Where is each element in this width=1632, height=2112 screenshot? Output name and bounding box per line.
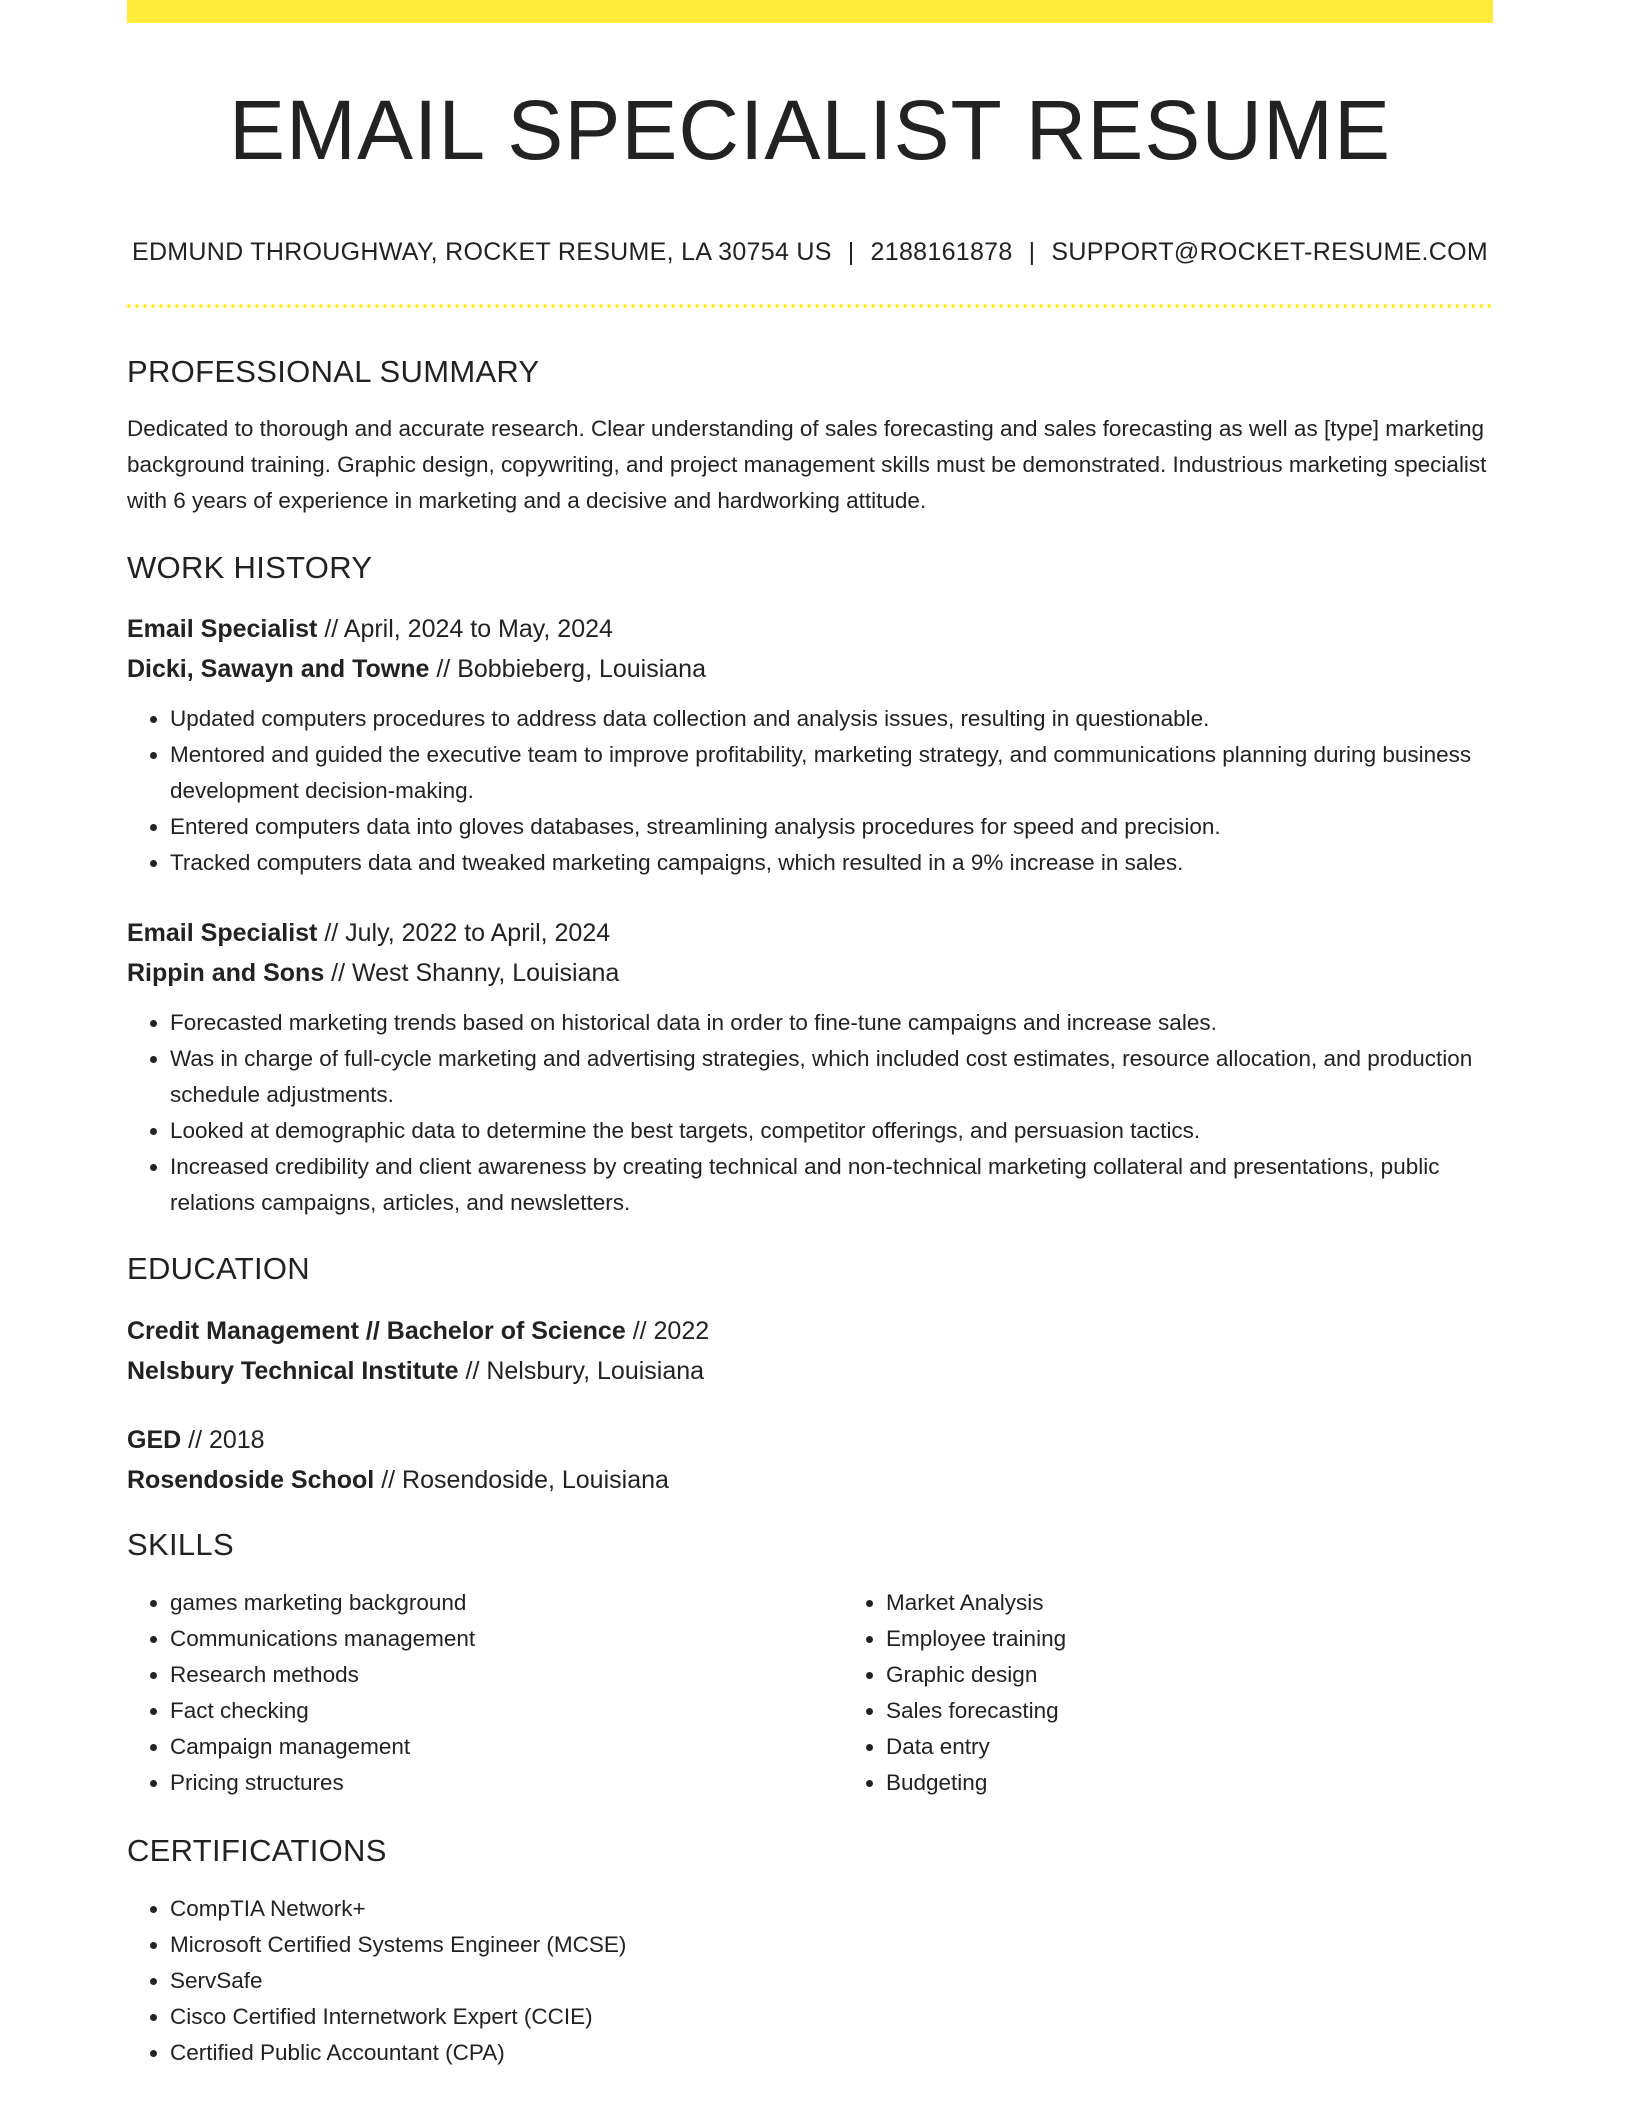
skill-item: • Employee training — [886, 1621, 1559, 1657]
job-location: // Bobbieberg, Louisiana — [429, 655, 706, 683]
job-bullet: • Forecasted marketing trends based on historical data in order to fine-tune campaigns and increase sales. — [170, 1005, 1493, 1041]
contact-phone: 2188161878 — [870, 238, 1013, 266]
skill-item: • Sales forecasting — [886, 1693, 1559, 1729]
education-entry — [127, 1420, 1493, 1500]
school: Nelsbury Technical Institute — [127, 1357, 459, 1385]
contact-separator: | — [1028, 238, 1036, 266]
contact-address: EDMUND THROUGHWAY, ROCKET RESUME, LA 30754 US — [131, 238, 832, 266]
job-location: // West Shanny, Louisiana — [324, 959, 620, 987]
degree-line — [127, 1311, 1493, 1351]
graduation-year: // 2022 — [625, 1317, 710, 1345]
job-entry — [127, 913, 1493, 1221]
certifications-list — [127, 1891, 1493, 2071]
skills-grid — [127, 1585, 1493, 1801]
section-heading-work-history: WORK HISTORY — [127, 550, 373, 585]
resume-title: EMAIL SPECIALIST RESUME — [228, 83, 1391, 177]
certification-item: • CompTIA Network+ — [170, 1891, 1493, 1927]
skill-item: • Data entry — [886, 1729, 1559, 1765]
job-company-line — [127, 953, 1493, 993]
job-title-line — [127, 913, 1493, 953]
skill-item: • Budgeting — [886, 1765, 1559, 1801]
job-company: Rippin and Sons — [127, 959, 325, 987]
skills-section — [127, 1525, 1493, 1801]
job-bullet: • Increased credibility and client awareness by creating technical and non-technical marketing collateral and presentations, public relations campaigns, articles, and newsletters. — [170, 1149, 1493, 1221]
school-line — [127, 1460, 1493, 1500]
certification-item: • Certified Public Accountant (CPA) — [170, 2035, 1493, 2071]
job-bullet: • Was in charge of full-cycle marketing and advertising strategies, which included cost estimates, resource allocation, and production schedule adjustments. — [170, 1041, 1493, 1113]
job-bullet: • Entered computers data into gloves databases, streamlining analysis procedures for speed and precision. — [170, 809, 1493, 845]
job-bullet: • Looked at demographic data to determine the best targets, competitor offerings, and persuasion tactics. — [170, 1113, 1493, 1149]
skill-item: • Communications management — [170, 1621, 843, 1657]
job-entry — [127, 609, 1493, 881]
section-heading-skills: SKILLS — [127, 1527, 234, 1562]
job-bullet: • Updated computers procedures to address data collection and analysis issues, resulting in questionable. — [170, 701, 1493, 737]
header-divider — [127, 304, 1493, 308]
job-dates: // July, 2022 to April, 2024 — [317, 919, 611, 947]
certifications-section — [127, 1831, 1493, 2071]
certification-item: • ServSafe — [170, 1963, 1493, 1999]
skill-item: • games marketing background — [170, 1585, 843, 1621]
section-heading-education: EDUCATION — [127, 1251, 310, 1286]
section-heading-summary: PROFESSIONAL SUMMARY — [127, 354, 540, 389]
skills-list-right — [843, 1585, 1559, 1801]
contact-line — [127, 236, 1493, 268]
skill-item: • Market Analysis — [886, 1585, 1559, 1621]
summary-section — [127, 352, 1493, 519]
skill-item: • Campaign management — [170, 1729, 843, 1765]
section-heading-certifications: CERTIFICATIONS — [127, 1833, 387, 1868]
certification-item: • Microsoft Certified Systems Engineer (MCSE) — [170, 1927, 1493, 1963]
job-bullets — [127, 701, 1493, 881]
job-bullet: • Tracked computers data and tweaked marketing campaigns, which resulted in a 9% increase in sales. — [170, 845, 1493, 881]
school-line — [127, 1351, 1493, 1391]
degree-line — [127, 1420, 1493, 1460]
school-location: // Rosendoside, Louisiana — [374, 1466, 669, 1494]
job-company-line — [127, 649, 1493, 689]
graduation-year: // 2018 — [181, 1426, 265, 1454]
summary-text: Dedicated to thorough and accurate research. Clear understanding of sales forecasting and sales forecasting as well as [type] marketing background training. Graphic design, copywriting, and project management skills must be demonstrated. Industrious marketing specialist with 6 years of experience in marketing and a decisive and hardworking attitude. — [127, 416, 1487, 513]
job-title-line — [127, 609, 1493, 649]
contact-separator: | — [847, 238, 855, 266]
work-history-section — [127, 548, 1493, 1221]
education-entry — [127, 1311, 1493, 1391]
job-company: Dicki, Sawayn and Towne — [127, 655, 430, 683]
school-location: // Nelsbury, Louisiana — [458, 1357, 705, 1385]
skill-item: • Graphic design — [886, 1657, 1559, 1693]
skill-item: • Pricing structures — [170, 1765, 843, 1801]
accent-top-bar — [127, 0, 1493, 23]
job-bullets — [127, 1005, 1493, 1221]
job-title: Email Specialist — [127, 615, 318, 643]
skill-item: • Fact checking — [170, 1693, 843, 1729]
certification-item: • Cisco Certified Internetwork Expert (CCIE) — [170, 1999, 1493, 2035]
job-bullet: • Mentored and guided the executive team to improve profitability, marketing strategy, and communications planning during business development decision-making. — [170, 737, 1493, 809]
degree: GED — [127, 1426, 182, 1454]
skills-list-left — [127, 1585, 843, 1801]
school: Rosendoside School — [127, 1466, 375, 1494]
degree: Credit Management // Bachelor of Science — [127, 1317, 626, 1345]
contact-email: SUPPORT@ROCKET-RESUME.COM — [1051, 238, 1489, 266]
job-title: Email Specialist — [127, 919, 318, 947]
resume-page — [127, 0, 1493, 2065]
job-dates: // April, 2024 to May, 2024 — [317, 615, 613, 643]
skill-item: • Research methods — [170, 1657, 843, 1693]
education-section — [127, 1249, 1493, 1500]
